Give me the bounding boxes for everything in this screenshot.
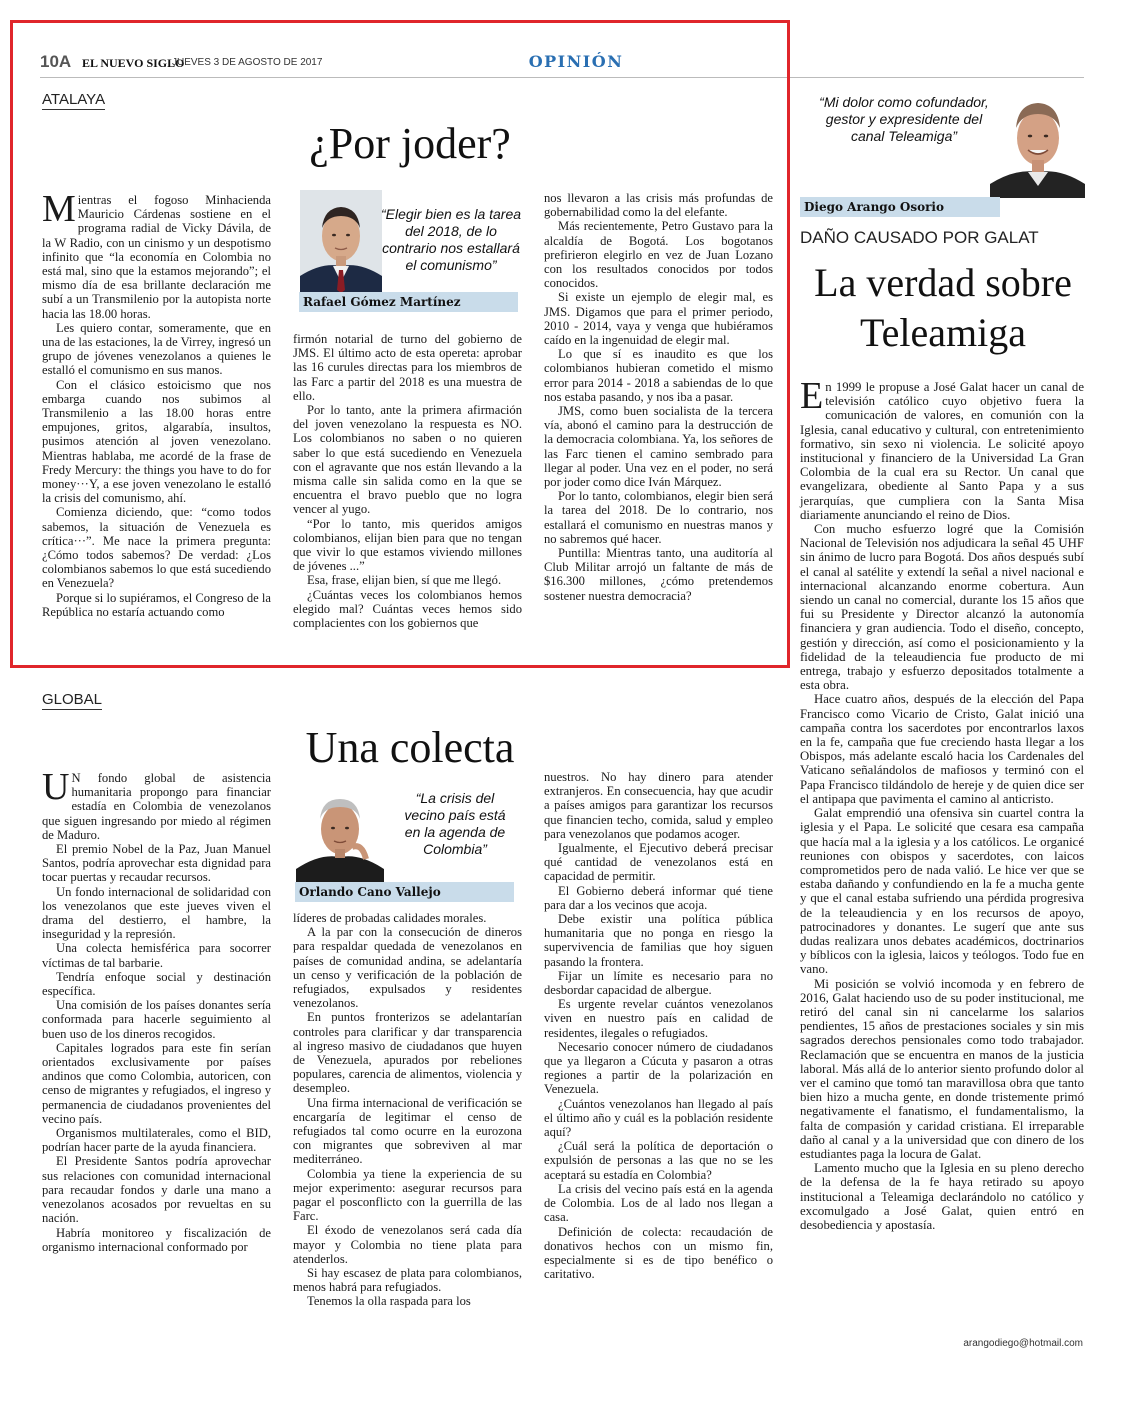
paragraph: ¿Cuál será la política de deportación o expulsión de personas a las que no se les aceptará su estadía en Colombia?	[544, 1139, 773, 1182]
newspaper-name: EL NUEVO SIGLO	[82, 56, 185, 70]
article-title-por-joder: ¿Por joder?	[309, 119, 511, 168]
paragraph: Una comisión de los países donantes sería conformada para hacerle seguimiento al buen uso de los dineros recogidos.	[42, 998, 271, 1041]
column-kicker-global: GLOBAL	[42, 691, 103, 708]
paragraph: Les quiero contar, someramente, que en una de las estaciones, la de Virrey, ingresó un grupo de jóvenes venezolanos a quienes le estalló el comunismo en sus manos.	[42, 320, 272, 378]
author-email: arangodiego@hotmail.com	[963, 1338, 1083, 1349]
paragraph: n 1999 le propuse a José Galat hacer un canal de televisión católico cuyo objetivo fuera la comunicación de valores, en comunión con la Iglesia, canal educativo y cultural, con entretenimiento formativo, sin sexo ni violencia. Le solicité apoyo institucional y financiero de la Universidad La Gran Colombia de la cual era su Rector. Un canal que evangelizara, obediente al Santo Papa y a sus jerarquías, que cumpliera con la Santa Misa diariamente anunciando el reino de Dios.	[800, 380, 1084, 522]
section-label: OPINIÓN	[528, 52, 624, 71]
paragraph: A la par con la consecución de dineros para respaldar quedada de venezolanos en países de comunidad andina, se adelantaría un censo y verificación de la población de refugiados, expulsados y residentes venezolanos.	[293, 925, 522, 1011]
paragraph: Hace cuatro años, después de la elección del Papa Francisco como Vicario de Cristo, Galat inició una campaña contra los sacerdotes por encontrarlos laxos en la fe, campaña que fue creciendo hasta llegar a los Obispos, más adelante escaló hacia los Cardenales del Vaticano señalándolos de mafiosos y terminó con el Papa Francisco tildándolo de hereje y de quien dice ser el antipapa que pavimenta el camino al anticristo.	[800, 692, 1084, 806]
pull-quote-orlando: “La crisis del vecino país está en la agenda de Colombia”	[404, 790, 506, 857]
paragraph: El premio Nobel de la Paz, Juan Manuel Santos, podría aprovechar esta dignidad para tocar puertas y recaudar recursos.	[42, 842, 271, 885]
article3-body	[800, 375, 1084, 1232]
paragraph: Si hay escasez de plata para colombianos, menos habrá para refugiados.	[293, 1266, 522, 1295]
paragraph: Igualmente, el Ejecutivo deberá precisar qué cantidad de venezolanos está en capacidad de permitir.	[544, 841, 773, 884]
column-kicker-galat: DAÑO CAUSADO POR GALAT	[800, 228, 1039, 247]
paragraph: “Por lo tanto, mis queridos amigos colombianos, elijan bien para que no tengan que vivir lo que estamos viviendo millones de jóvenes ...”	[293, 516, 522, 574]
portrait-orlando-cano	[296, 787, 384, 882]
column-kicker-atalaya: ATALAYA	[42, 91, 106, 108]
paragraph: Necesario conocer número de ciudadanos que ya llegaron a Cúcuta y pasaron a otras regiones a partir de la polarización en Venezuela.	[544, 1039, 773, 1097]
paragraph: nuestros. No hay dinero para atender extranjeros. En consecuencia, hay que acudir a países amigos para garantizar los recursos que financien techo, comida, salud y empleo para venezolanos que podamos acoger.	[544, 770, 773, 841]
paragraph: El Presidente Santos podría aprovechar sus relaciones con comunidad internacional para recaudar fondos y darle una mano a venezolanos acosados por revueltas en su nación.	[42, 1154, 271, 1226]
paragraph: Tendría enfoque social y destinación específica.	[42, 969, 271, 999]
article2-column-3	[544, 770, 773, 1281]
paragraph: En puntos fronterizos se adelantarían controles para clarificar y dar transparencia al ingreso masivo de ciudadanos que huyen de Venezuela, apurados por rebeliones populares, carencia de alimentos, violencia y desempleo.	[293, 1010, 522, 1096]
page-number: 10A	[40, 52, 72, 71]
paragraph: JMS, como buen socialista de la tercera vía, abonó el camino para la destrucción de la democracia colombiana. Ya, los señores de las Farc tienen el camino sembrado para llegar al poder. Una vez en el poder, no será por joder como dice Iván Márquez.	[544, 404, 773, 490]
drop-cap: M	[42, 188, 76, 230]
paragraph: Es urgente revelar cuántos venezolanos viven en nuestro país en calidad de residentes, ilegales o refugiados.	[544, 997, 773, 1040]
paragraph: firmón notarial de turno del gobierno de JMS. El último acto de esta opereta: aprobar las 16 curules directas para los miembros de las Farc a partir del 2018 es una muestra de ello.	[293, 332, 522, 403]
pull-quote-rafael: “Elegir bien es la tarea del 2018, de lo contrario nos estallará el comunismo”	[380, 206, 522, 273]
paragraph: Si existe un ejemplo de elegir mal, es JMS. Digamos que para el primer periodo, 2010 - 2014, vaya y venga que hubiéramos caído en la ingenuidad de elegir mal.	[544, 290, 773, 348]
paragraph: Con mucho esfuerzo logré que la Comisión Nacional de Televisión nos adjudicara la señal 45 UHF sin ánimo de lucro para Bogotá. Dos años después subí el canal al satélite y extendí la señal a nivel nacional e internacional alcanzando enorme cobertura. Aun siendo un canal no comercial, durante los 15 años que fui su Presidente y Director alcanzó la autonomía financiera y gran audiencia. Todo el diseño, concepto, gestión y dirección, así como el posicionamiento y la fidelidad de la teleaudiencia fue producto de mi entrega, trabajo y esfuerzo depositados totalmente a esta obra.	[800, 522, 1084, 693]
paragraph: Porque si lo supiéramos, el Congreso de la República no estaría actuando como	[42, 590, 271, 619]
issue-date: JUEVES 3 DE AGOSTO DE 2017	[172, 57, 323, 68]
paragraph: Galat emprendió una ofensiva sin cuartel contra la iglesia y el Papa. Le solicité que cesara esa campaña que hacía mal a la iglesia y a los católicos. Le organicé reuniones con obispos y sacerdotes, con laicos comprometidos pero de nada valió. Le hice ver que se estaba dañando y confundiendo en la fe a mucha gente y que el canal estaba sufriendo una pérdida progresiva de la teleaudiencia y en los recursos de apoyo, patrocinadores y donantes. Le sugerí que ante sus dudas realizara unos debates académicos, doctrinarios y bíblicos con la iglesia, laicos y teólogos. Todo fue en vano.	[800, 806, 1084, 977]
paragraph: Mi posición se volvió incomoda y en febrero de 2016, Galat haciendo uso de su poder institucional, me retiró del canal sin ni cancelarme los salarios pendientes, 15 años de prestaciones sociales y sin mis sagrados derechos pensionales como todo trabajador. Reclamación que se encuentra en manos de la justicia laboral. Más allá de lo anterior siento profundo dolor al ver el camino que tomó tan maravillosa obra que tanto bien hizo a mucha gente, en donde tristemente primó negativamente el fanatismo, el fundamentalismo, la falta de compasión y caridad cristiana. El irreparable daño al canal y a la universidad que con dinero de los estudiantes paga la locura de Galat.	[800, 976, 1084, 1161]
drop-cap: U	[42, 766, 70, 808]
paragraph: El éxodo de venezolanos será cada día mayor y Colombia no tiene plata para atenderlos.	[293, 1223, 522, 1266]
paragraph: Debe existir una política pública humanitaria que no ponga en riesgo la supervivencia de familias que hoy siguen pasando la frontera.	[544, 912, 773, 969]
paragraph: Con el clásico estoicismo que nos embarga cuando nos subimos al Transmilenio a las 18.00 horas entre empujones, gritos, algarabía, insultos, pusimos atención al joven venezolano. Mientras hablaba, me acordé de la frase de Fredy Mercury: the things you have to do for money···Y, a ese joven venezolano le estalló la crisis del comunismo, ahí.	[42, 377, 271, 506]
article-title-una-colecta: Una colecta	[305, 723, 515, 772]
paragraph: nos llevaron a las crisis más profundas de gobernabilidad como la del elefante.	[544, 191, 773, 220]
article1-column-1	[42, 188, 272, 619]
author-bar-diego: Diego Arango Osorio	[800, 197, 1000, 217]
paragraph: Organismos multilaterales, como el BID, podrían hacer parte de la ayuda financiera.	[42, 1126, 271, 1155]
paragraph: Un fondo internacional de solidaridad con los venezolanos que este jueves viven el drama del destierro, el hambre, la inseguridad y la represión.	[42, 884, 271, 942]
paragraph: ¿Cuántos venezolanos han llegado al país el último año y cuál es la población residente aquí?	[544, 1096, 773, 1140]
author-bar-orlando: Orlando Cano Vallejo	[295, 882, 514, 902]
paragraph: Por lo tanto, ante la primera afirmación del joven venezolano la respuesta es NO. Los colombianos no saben o no quieren saber lo que está sucediendo en Venezuela con el agravante que nos están llevando a la misma calle sin salida como en la que se encuentra el bravo pueblo que no logra vencer al yugo.	[293, 403, 522, 517]
paragraph: Esa, frase, elijan bien, sí que me llegó.	[307, 573, 502, 588]
pull-quote-diego: “Mi dolor como cofundador, gestor y expresidente del canal Teleamiga”	[819, 94, 989, 144]
portrait-rafael-gomez	[300, 190, 382, 293]
paragraph: Una colecta hemisférica para socorrer víctimas de tal barbarie.	[42, 941, 271, 970]
paragraph: N fondo global de asistencia humanitaria propongo para financiar estadía en Colombia de venezolanos que siguen ingresando por miedo al régimen de Maduro.	[42, 771, 271, 842]
paragraph: Lamento mucho que la Iglesia en su pleno derecho de la defensa de la fe haya retirado su apoyo institucional a Teleamiga declarándolo no católico y excomulgado a José Galat, quien entró en desobediencia y apostasía.	[800, 1161, 1084, 1232]
paragraph: ¿Cuántas veces los colombianos hemos elegido mal? Cuántas veces hemos sido complacientes con los gobiernos que	[293, 587, 522, 631]
drop-cap: E	[800, 375, 824, 417]
paragraph: El Gobierno deberá informar qué tiene para dar a los vecinos que acoja.	[544, 883, 773, 912]
paragraph: ientras el fogoso Minhacienda Mauricio Cárdenas sostiene en el programa radial de Vicky Dávila, de la W Radio, con un cinismo y un despotismo infinito que “la economía en Colombia no está mal, sino que la estamos mejorando”; el mismo día de esa brillante declaración me subí a un Transmilenio por la autopista norte hacia las 18.00 horas.	[42, 193, 271, 321]
paragraph: Capitales logrados para este fin serían orientados exclusivamente por países andinos que como Colombia, autoricen, con censo de migrantes y refugiados, el ingreso y permanencia de ciudadanos provenientes del vecino país.	[42, 1040, 271, 1126]
paragraph: Tenemos la olla raspada para los	[307, 1294, 471, 1309]
article2-column-1	[42, 766, 271, 1254]
paragraph: La crisis del vecino país está en la agenda de Colombia. Los de al lado nos llegan a casa.	[544, 1181, 773, 1225]
paragraph: Fijar un límite es necesario para no desbordar capacidad de albergue.	[544, 968, 773, 998]
paragraph: Comienza diciendo, que: “como todos sabemos, la situación de Venezuela es crítica···”. Me nace la primera pregunta: ¿Cómo todos sabemos? De verdad: ¿Los colombianos sabemos lo que está sucediendo en Venezuela?	[42, 505, 271, 591]
paragraph: Una firma internacional de verificación se encargaría de legitimar el censo de refugiados tal como ocurre en la eurozona con migrantes que sobreviven al mar mediterráneo.	[293, 1095, 522, 1167]
paragraph: Más recientemente, Petro Gustavo para la alcaldía de Bogotá. Los bogotanos prefirieron elegirlo en vez de Juan Lozano con los resultados conocidos por todos conocidos.	[544, 219, 773, 291]
article1-column-2	[293, 332, 522, 630]
paragraph: Por lo tanto, colombianos, elegir bien será la tarea del 2018. De lo contrario, nos estallará el comunismo en nuestras manos y no sabremos qué hacer.	[544, 489, 773, 546]
paragraph: Puntilla: Mientras tanto, una auditoría al Club Militar arrojó un faltante de más de $16.300 millones, ¿cómo pretendemos sostener nuestra democracia?	[544, 546, 773, 603]
article1-column-3	[544, 191, 773, 603]
author-bar-rafael: Rafael Gómez Martínez	[299, 292, 518, 312]
article2-column-2	[293, 911, 522, 1309]
paragraph: Lo que sí es inaudito es que los colombianos hubieran cometido el mismo error para 2014 - 2018 a sabiendas de lo que nos estaba pasando, y nos iba a pasar.	[544, 347, 773, 404]
paragraph: Colombia ya tiene la experiencia de su mejor experimento: asegurar recursos para pagar el posconflicto con la guerrilla de las Farc.	[293, 1166, 522, 1224]
portrait-diego-arango	[990, 88, 1085, 198]
paragraph: Habría monitoreo y fiscalización de organismo internacional conformado por	[42, 1225, 271, 1254]
article-title-teleamiga: La verdad sobre Teleamiga	[814, 260, 1072, 355]
paragraph: Definición de colecta: recaudación de donativos hechos con un mismo fin, especialmente si es de tipo benéfico o caritativo.	[544, 1224, 773, 1282]
paragraph: líderes de probadas calidades morales.	[293, 911, 487, 925]
